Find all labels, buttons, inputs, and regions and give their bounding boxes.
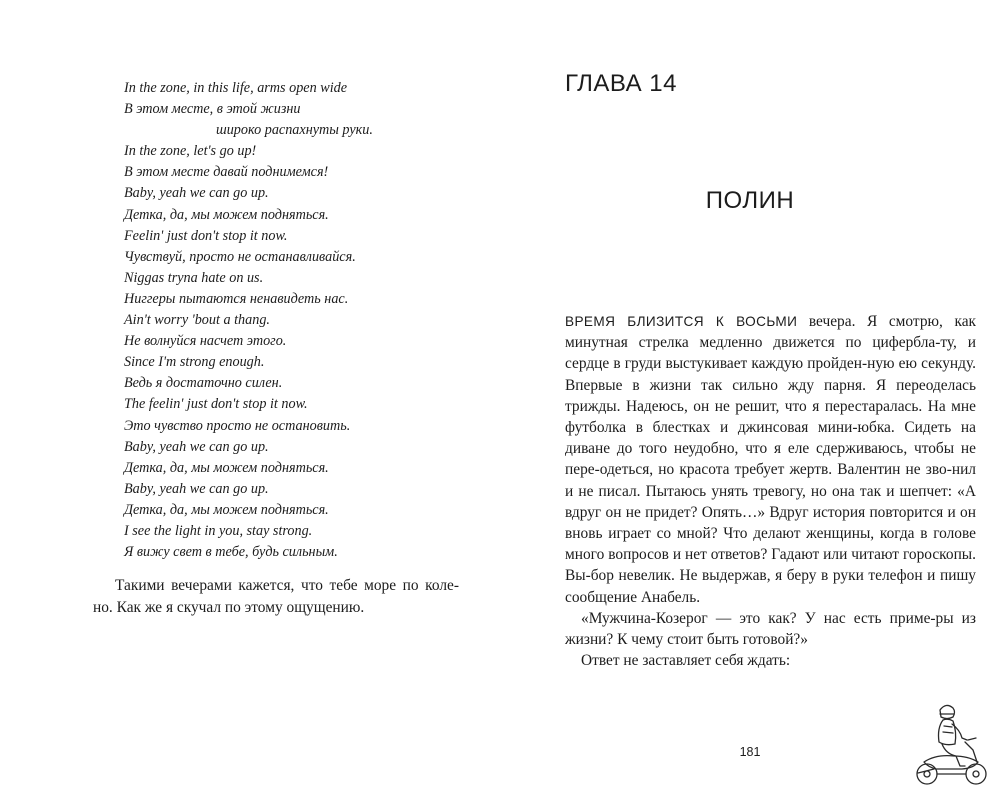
lyric-line: Детка, да, мы можем подняться.: [124, 501, 329, 518]
lyric-line: В этом месте, в этой жизни: [124, 101, 301, 118]
motorcycle-rider-illustration: [910, 700, 994, 792]
lyric-line: Ain't worry 'bout a thang.: [124, 312, 270, 329]
song-lyrics: [124, 78, 464, 563]
lead-caps: ВРЕМЯ БЛИЗИТСЯ К ВОСЬМИ: [565, 314, 798, 329]
lyric-line: The feelin' just don't stop it now.: [124, 396, 308, 413]
paragraph-2: «Мужчина-Козерог — это как? У нас есть приме-ры из жизни? К чему стоит быть готовой?»: [565, 609, 976, 649]
lyric-line: Feelin' just don't stop it now.: [124, 227, 288, 244]
lyric-line: Детка, да, мы можем подняться.: [124, 459, 329, 476]
lyric-line: Ниггеры пытаются ненавидеть нас.: [124, 290, 349, 307]
lyric-line: Baby, yeah we can go up.: [124, 185, 269, 202]
lyric-line: In the zone, in this life, arms open wide: [124, 80, 348, 96]
chapter-name: ПОЛИН: [705, 187, 795, 214]
paragraph-1-text: вечера. Я смотрю, как минутная стрелка медленно движется по цифербла-ту, и сердце в груди выстукивает каждую пройден-ную ею секунду. Впервые в жизни так сильно жду парня. Я переоделась трижды. Надеюсь, он не решит, что я перестаралась. На мне футболка в блестках и джинсовая мини-юбка. Сидеть на диване до того неудобно, что я еле сдерживаюсь, чтобы не пере-одеться, но красота требует жертв. Валентин не зво-нил и не писал. Пытаюсь унять тревогу, но она так и шепчет: «А вдруг он не придет? Опять…» Вдруг история повторится и он вновь играет со мной? Что делают женщины, когда в голове много вопросов и нет ответов? Гадают или читают гороскопы. Вы-бор невелик. Не выдержав, я беру в руки телефон и пишу сообщение Анабель.: [565, 313, 977, 606]
lyric-line: Детка, да, мы можем подняться.: [124, 206, 329, 223]
chapter-title: ГЛАВА 14: [565, 70, 677, 97]
lyric-line: Ведь я достаточно силен.: [124, 375, 283, 392]
left-paragraph: Такими вечерами кажется, что тебе море по коле-но. Как же я скучал по этому ощущению.: [93, 577, 459, 616]
lyric-line: Не волнуйся насчет этого.: [124, 333, 287, 350]
paragraph-3: Ответ не заставляет себя ждать:: [581, 652, 791, 670]
lyric-line: Baby, yeah we can go up.: [124, 480, 269, 497]
lyric-line: Я вижу свет в тебе, будь сильным.: [124, 544, 338, 561]
page-number: 181: [739, 745, 761, 759]
lyric-line: широко распахнуты руки.: [216, 122, 373, 139]
right-page: [500, 0, 1000, 800]
lyric-line: Это чувство просто не остановить.: [124, 417, 351, 434]
lyric-line: Niggas tryna hate on us.: [124, 269, 264, 286]
lyric-line: Baby, yeah we can go up.: [124, 438, 269, 455]
lyric-line: Чувствуй, просто не останавливайся.: [124, 248, 356, 265]
chapter-body: [565, 311, 976, 671]
lyric-line: В этом месте давай поднимемся!: [124, 164, 329, 181]
lyric-line: In the zone, let's go up!: [124, 143, 257, 160]
lyric-line: I see the light in you, stay strong.: [124, 522, 313, 539]
paragraph-1: [565, 311, 976, 608]
lyric-line: Since I'm strong enough.: [124, 354, 265, 371]
